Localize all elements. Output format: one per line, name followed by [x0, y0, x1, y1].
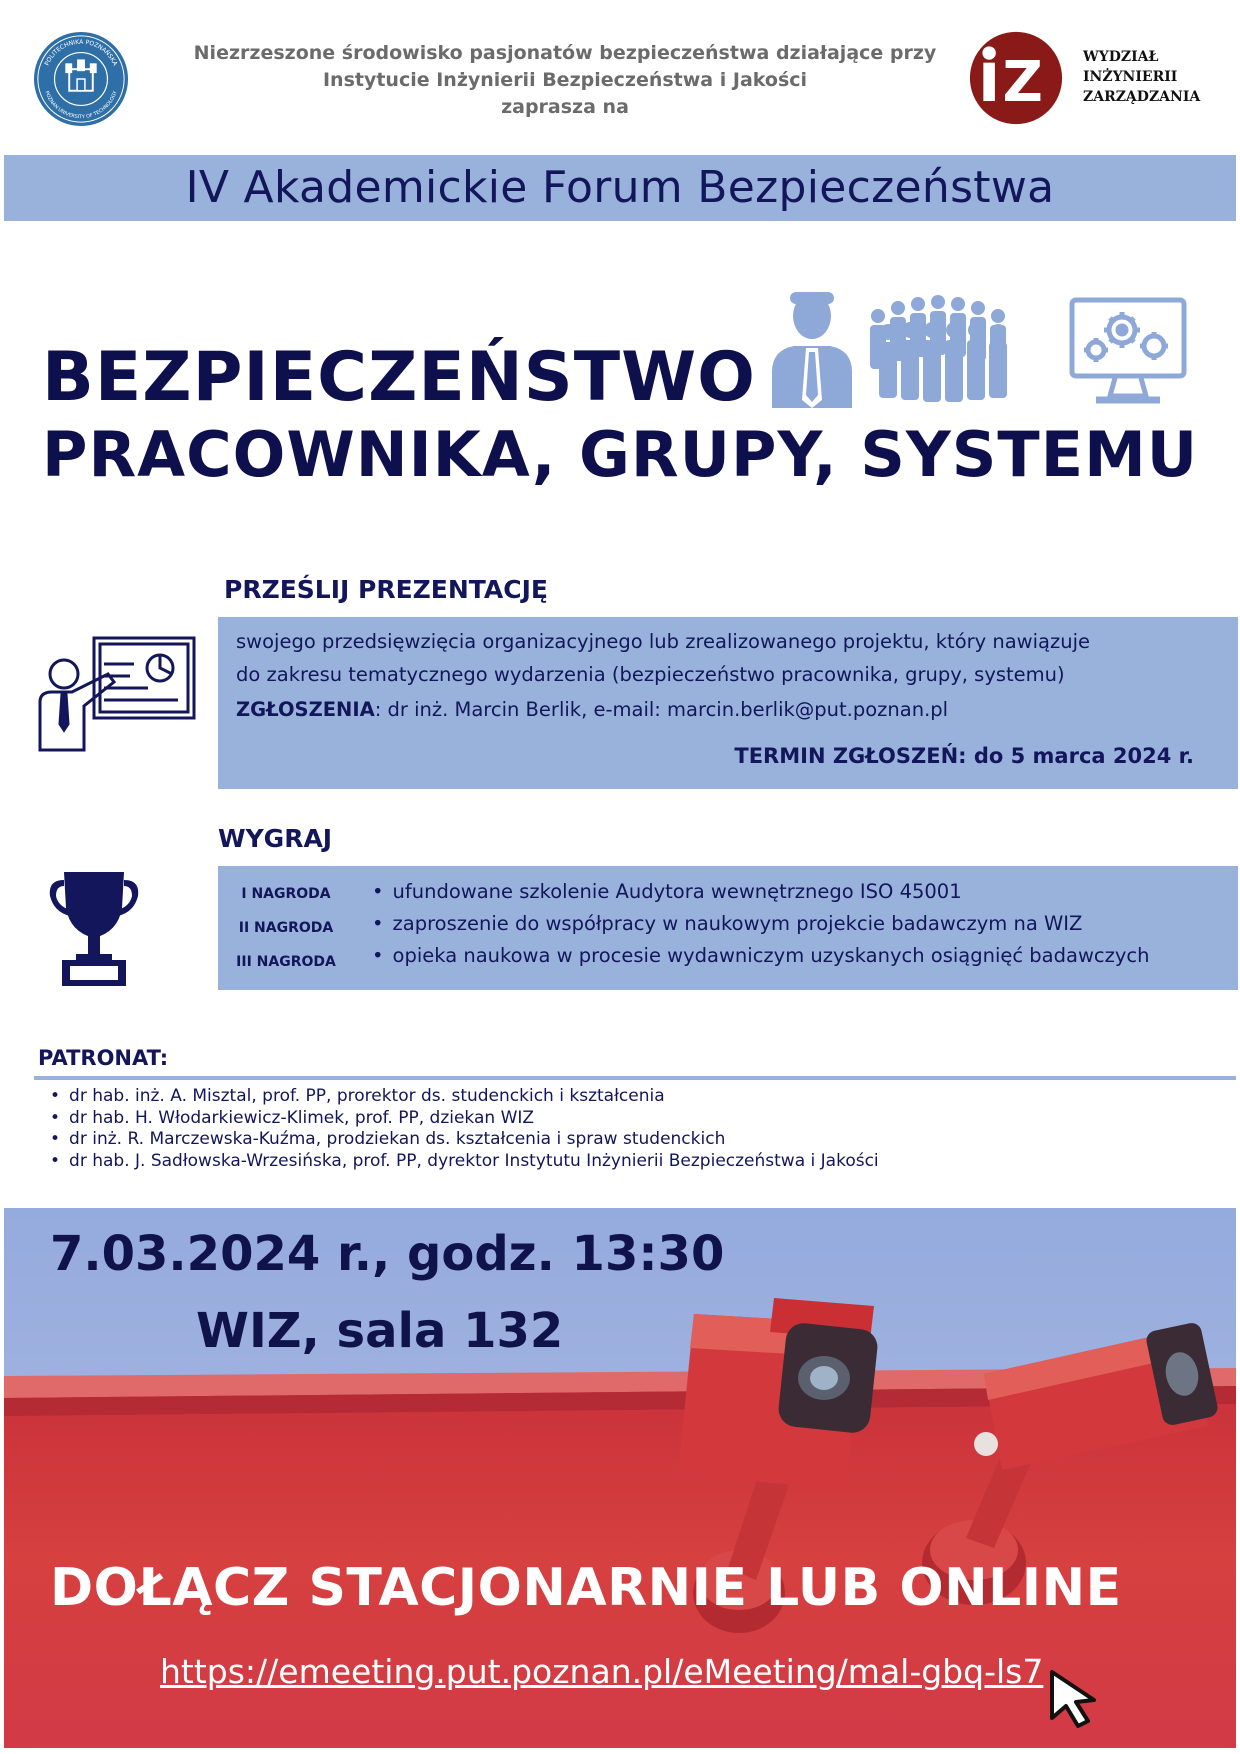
submit-contact-label: ZGŁOSZENIA	[236, 698, 375, 721]
worker-icon	[772, 292, 852, 408]
submit-section-heading: PRZEŚLIJ PREZENTACJĘ	[224, 575, 548, 604]
event-location: WIZ, sala 132	[196, 1303, 564, 1359]
intro-text	[180, 40, 950, 121]
university-logo-bottom-text: POZNAN UNIVERSITY OF TECHNOLOGY	[43, 90, 119, 121]
event-date-time: 7.03.2024 r., godz. 13:30	[50, 1226, 725, 1282]
headline-line-1: BEZPIECZEŃSTWO	[42, 338, 756, 417]
hero-icons	[770, 290, 1192, 410]
submit-contact-details: : dr inż. Marcin Berlik, e-mail: marcin.berlik@put.poznan.pl	[374, 698, 949, 721]
submit-description-line: swojego przedsięwzięcia organizacyjnego lub zrealizowanego projektu, który nawiązuje	[236, 630, 1091, 653]
faculty-logo-letter: Z	[1002, 50, 1043, 116]
faculty-name-line: WYDZIAŁ	[1083, 49, 1159, 65]
faculty-name-line: ZARZĄDZANIA	[1083, 89, 1201, 105]
cursor-arrow-icon	[1048, 1668, 1110, 1730]
prize-tag: III NAGRODA	[236, 954, 336, 970]
faculty-name	[1083, 47, 1200, 107]
meeting-link[interactable]: https://emeeting.put.poznan.pl/eMeeting/mal-gbq-ls7	[160, 1652, 1044, 1691]
trophy-icon	[46, 868, 142, 988]
prize-description: • ufundowane szkolenie Audytora wewnętrznego ISO 45001	[372, 880, 962, 903]
intro-line: Instytucie Inżynierii Bezpieczeństwa i Jakości	[322, 69, 808, 91]
submit-description-line: do zakresu tematycznego wydarzenia (bezpieczeństwo pracownika, grupy, systemu)	[236, 663, 1065, 686]
presenter-board-icon	[38, 636, 198, 752]
university-logo	[32, 30, 130, 128]
patronage-divider	[34, 1076, 1236, 1080]
intro-line: zaprasza na	[501, 96, 629, 118]
submission-deadline: TERMIN ZGŁOSZEŃ: do 5 marca 2024 r.	[734, 744, 1194, 768]
university-logo-top-text: POLITECHNIKA POZNAŃSKA	[43, 38, 119, 67]
join-headline: DOŁĄCZ STACJONARNIE LUB ONLINE	[50, 1558, 1122, 1618]
headline-line-2: PRACOWNIKA, GRUPY, SYSTEMU	[42, 418, 1199, 491]
patronage-list	[50, 1086, 879, 1172]
patron-item: • dr hab. J. Sadłowska-Wrzesińska, prof. PP, dyrektor Instytutu Inżynierii Bezpieczeństwa i Jakości	[50, 1151, 879, 1173]
prize-tag: II NAGRODA	[238, 920, 334, 936]
system-gears-monitor-icon	[1072, 300, 1184, 400]
forum-title: IV Akademickie Forum Bezpieczeństwa	[185, 162, 1055, 213]
intro-line: Niezrzeszone środowisko pasjonatów bezpieczeństwa działające przy	[193, 42, 937, 64]
submit-contact	[236, 698, 948, 721]
prize-tag: I NAGRODA	[241, 886, 331, 902]
group-icon	[870, 295, 1007, 402]
patron-item: • dr hab. H. Włodarkiewicz-Klimek, prof. PP, dziekan WIZ	[50, 1108, 879, 1130]
faculty-name-line: INŻYNIERII	[1083, 69, 1178, 85]
prize-description: • zaproszenie do współpracy w naukowym projekcie badawczym na WIZ	[372, 912, 1082, 935]
prize-description: • opieka naukowa w procesie wydawniczym uzyskanych osiągnięć badawczych	[372, 944, 1149, 967]
patron-item: • dr hab. inż. A. Misztal, prof. PP, prorektor ds. studenckich i kształcenia	[50, 1086, 879, 1108]
faculty-logo	[968, 30, 1064, 126]
patronage-heading: PATRONAT:	[38, 1046, 169, 1070]
patron-item: • dr inż. R. Marczewska-Kuźma, prodziekan ds. kształcenia i spraw studenckich	[50, 1129, 879, 1151]
win-section-heading: WYGRAJ	[218, 824, 333, 853]
